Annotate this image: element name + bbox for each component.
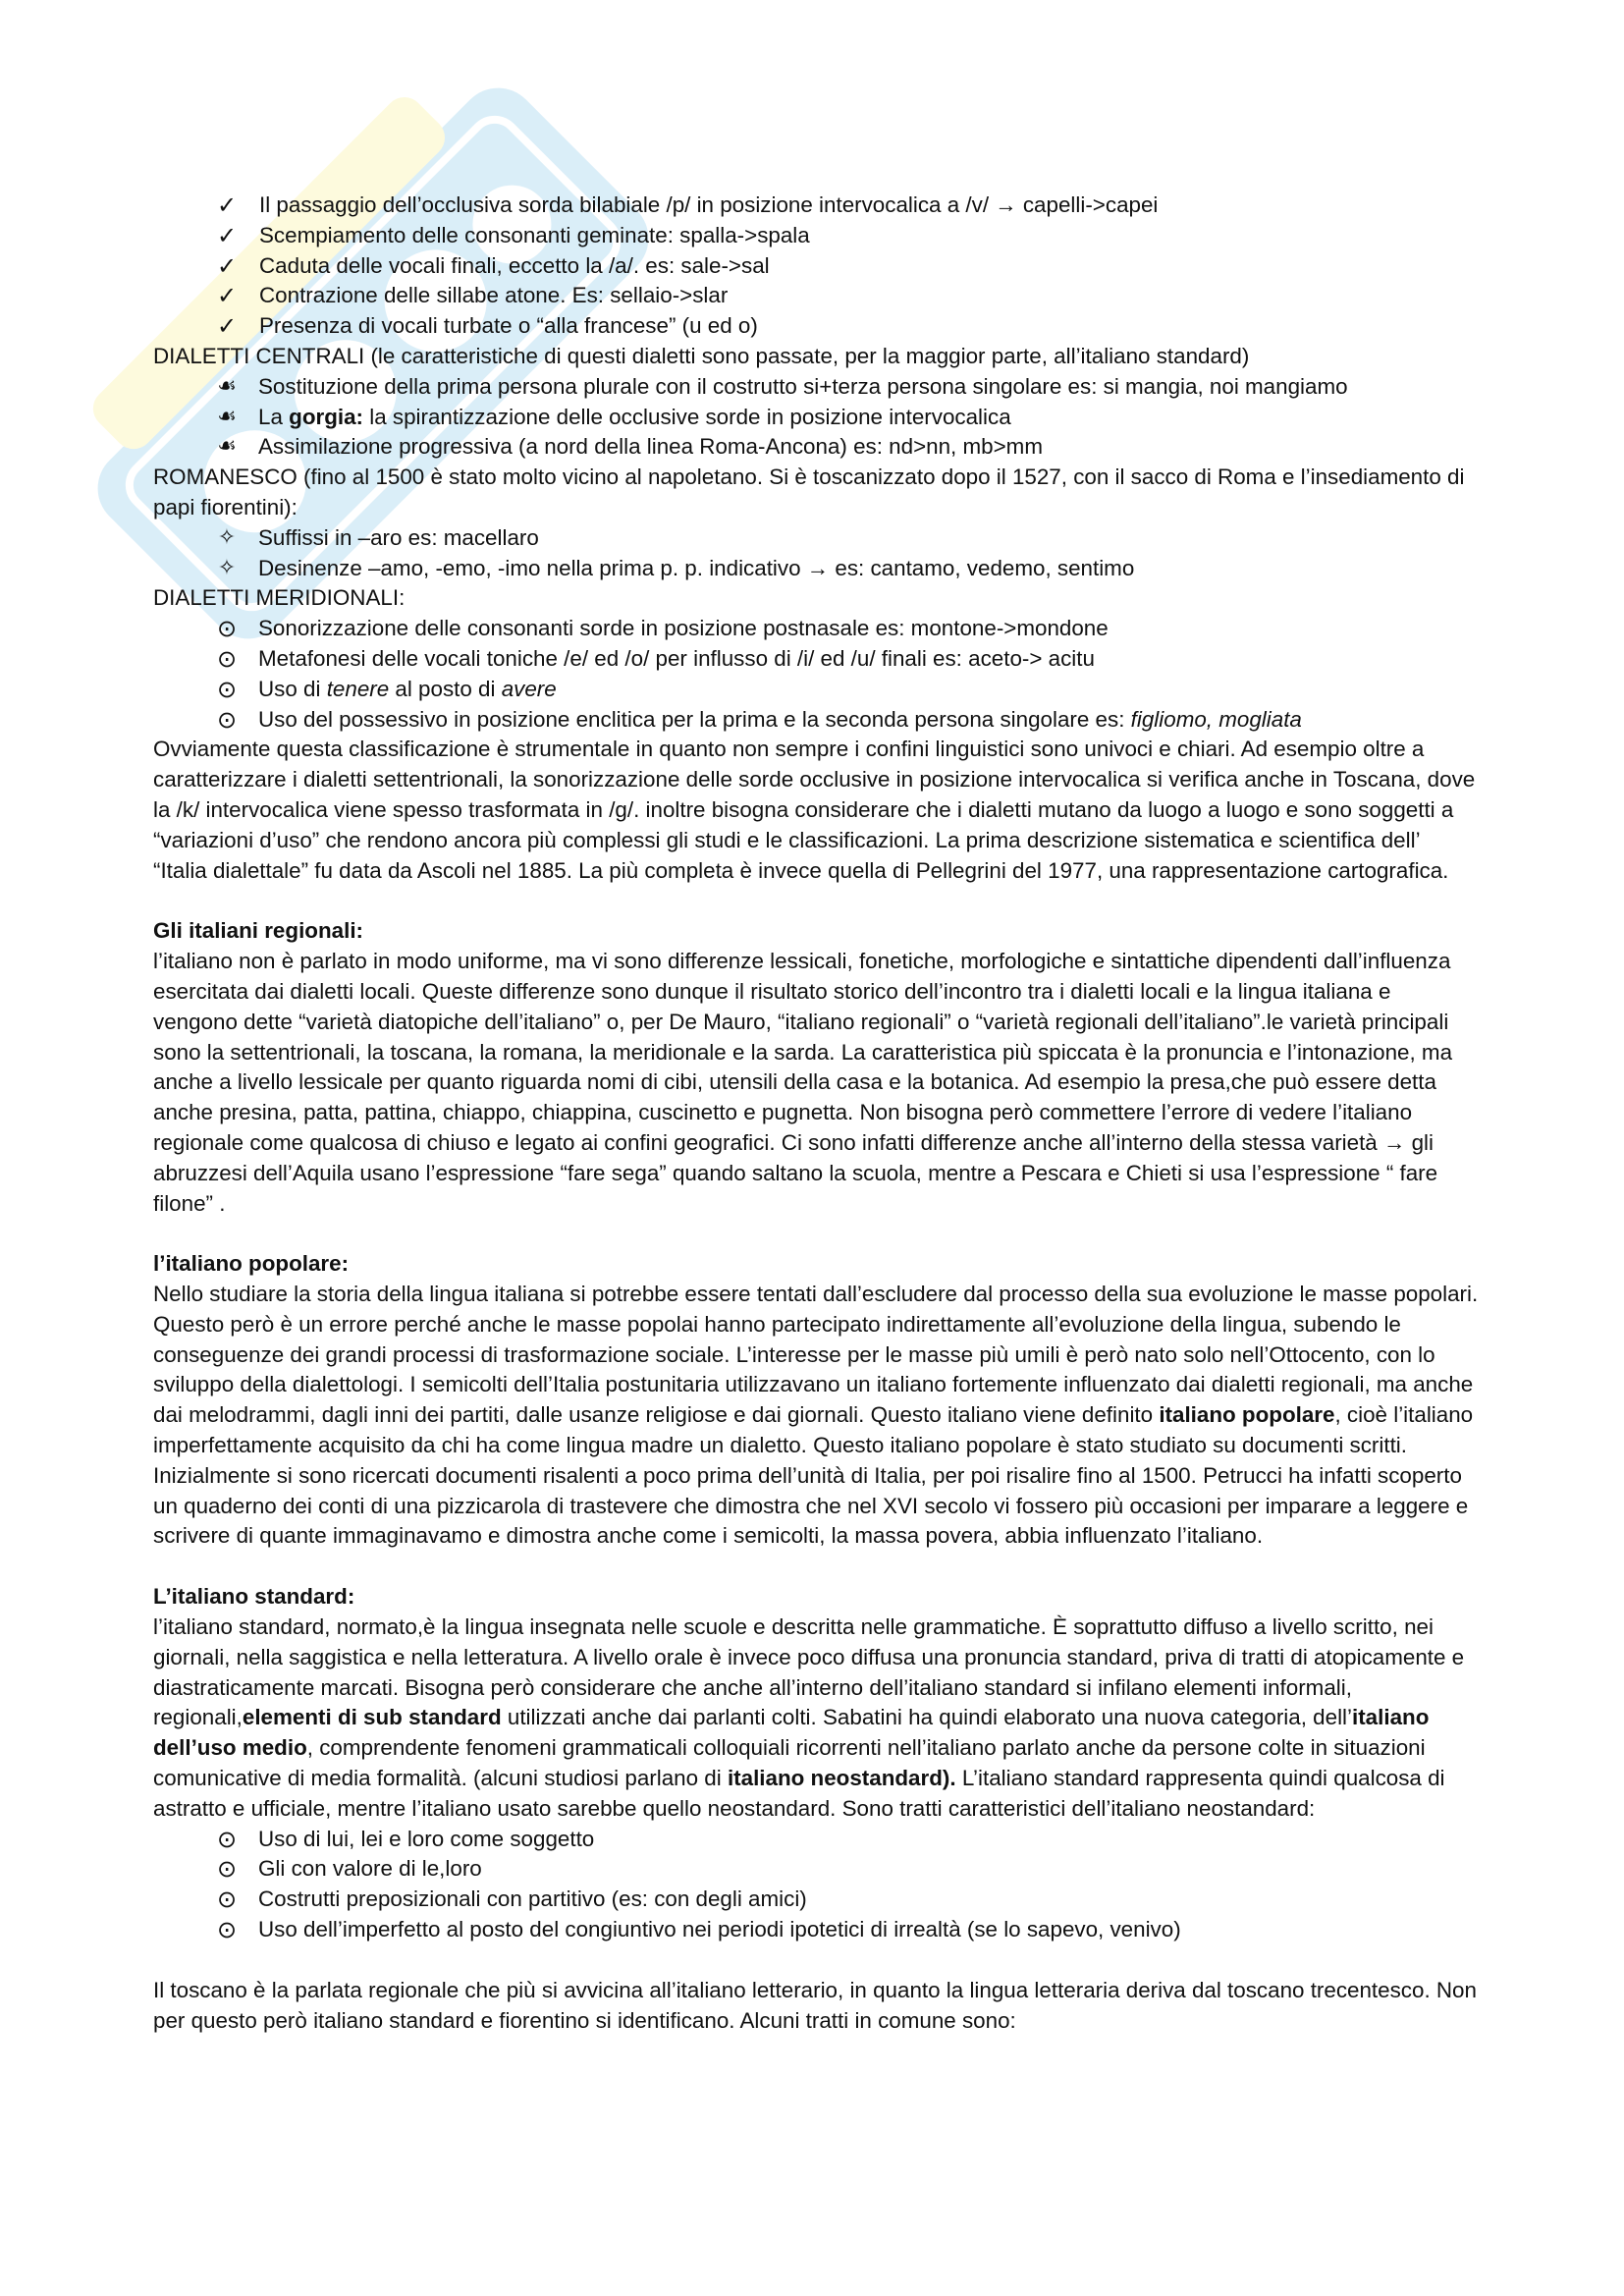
list-item: ✓ Il passaggio dell’occlusiva sorda bilabiale /p/ in posizione intervocalica a /v/ → capelli->capei	[153, 191, 1479, 221]
circle-dot-bullet-icon: ⊙	[216, 1886, 238, 1914]
list-meridionali	[153, 614, 1479, 735]
check-icon: ✓	[216, 221, 238, 249]
paragraph-regionali: l’italiano non è parlato in modo uniforme, ma vi sono differenze lessicali, fonetiche, morfologiche e sintattiche dipendenti dall’influenza esercitata dai dialetti locali. Queste differenze sono dunque il risultato storico dell’incontro tra i dialetti locali e la lingua italiana e vengono dette “varietà diatopiche dell’italiano” o, per De Mauro, “italiano regionali” o “varietà regionali dell’italiano”.le varietà principali sono la settentrionali, la toscana, la romana, la meridionale e la sarda. La caratteristica più spiccata è la pronuncia e l’intonazione, ma anche a livello lessicale per quanto riguarda nomi di cibi, utensili della casa e la botanica. Ad esempio la presa,che può essere detta anche presina, patta, pattina, chiappo, chiappina, cuscinetto e pugnetta. Non bisogna però commettere l’errore di vedere l’italiano regionale come qualcosa di chiuso e legato ai confini geografici. Ci sono infatti differenze anche all’interno della stessa varietà → gli abruzzesi dell’Aquila usano l’espressione “fare sega” quando saltano la scuola, mentre a Pescara e Chieti si usa l’espressione “ fare filone” .	[153, 949, 1453, 1216]
list-item: ⊙ Uso del possessivo in posizione enclitica per la prima e la seconda persona singolare es: figliomo, mogliata	[153, 705, 1479, 736]
leaf-bullet-icon: ☙	[217, 373, 237, 399]
list-item: ⊙ Sonorizzazione delle consonanti sorde in posizione postnasale es: montone->mondone	[153, 614, 1479, 644]
leaf-bullet-icon: ☙	[217, 404, 237, 429]
circle-dot-bullet-icon: ⊙	[216, 705, 238, 734]
circle-dot-bullet-icon: ⊙	[216, 675, 238, 703]
circle-dot-bullet-icon: ⊙	[216, 1916, 238, 1944]
list-item: ⊙ Metafonesi delle vocali toniche /e/ ed /o/ per influsso di /i/ ed /u/ finali es: aceto-> acitu	[153, 644, 1479, 675]
list-item: ⊙ Uso dell’imperfetto al posto del congiuntivo nei periodi ipotetici di irrealtà (se lo sapevo, venivo)	[153, 1915, 1479, 1945]
list-centrali	[153, 372, 1479, 463]
circle-dot-bullet-icon: ⊙	[216, 1855, 238, 1884]
section-heading-popolare: l’italiano popolare:	[153, 1251, 350, 1277]
section-heading-centrali: DIALETTI CENTRALI (le caratteristiche di questi dialetti sono passate, per la maggior parte, all’italiano standard)	[153, 343, 1250, 368]
list-item: ✓ Caduta delle vocali finali, eccetto la /a/. es: sale->sal	[153, 251, 1479, 282]
checklist-settentrionali	[153, 191, 1479, 342]
list-item: ☙ Assimilazione progressiva (a nord della linea Roma-Ancona) es: nd>nn, mb>mm	[153, 432, 1479, 463]
paragraph-popolare: Nello studiare la storia della lingua italiana si potrebbe essere tentati dall’escludere dal processo della sua evoluzione le masse popolari. Questo però è un errore perché anche le masse popolai hanno partecipato indirettamente all’evoluzione della lingua, subendo le conseguenze dei grandi processi di trasformazione sociale. L’interesse per le masse più umili è però nato solo nell’Ottocento, con lo sviluppo della dialettologi. I semicolti dell’Italia postunitaria utilizzavano un italiano fortemente influenzato dai dialetti regionali, ma anche dai melodrammi, dagli inni dei partiti, dalle usanze religiose e dai giornali. Questo italiano viene definito italiano popolare, cioè l’italiano imperfettamente acquisito da chi ha come lingua madre un dialetto. Questo italiano popolare è stato studiato su documenti scritti. Inizialmente si sono ricercati documenti risalenti a poco prima dell’unità di Italia, per poi risalire fino al 1500. Petrucci ha infatti scoperto un quaderno dei conti di una pizzicarola di trastevere che dimostra che nel XVI secolo vi fossero più occasioni per imparare a leggere e scrivere di quante immaginavamo e dimostra anche come i semicolti, la massa povera, abbia influenzato l’italiano.	[153, 1282, 1479, 1549]
list-item: ⊙ Gli con valore di le,loro	[153, 1854, 1479, 1885]
circle-dot-bullet-icon: ⊙	[216, 644, 238, 673]
list-item: ✓ Scempiamento delle consonanti geminate: spalla->spala	[153, 221, 1479, 251]
section-heading-romanesco: ROMANESCO (fino al 1500 è stato molto vicino al napoletano. Si è toscanizzato dopo il 1527, con il sacco di Roma e l’insediamento di papi fiorentini):	[153, 465, 1465, 519]
list-neostandard	[153, 1825, 1479, 1945]
circle-dot-bullet-icon: ⊙	[216, 615, 238, 643]
star-bullet-icon: ✧	[217, 555, 237, 580]
list-item: ⊙ Costrutti preposizionali con partitivo (es: con degli amici)	[153, 1885, 1479, 1915]
list-item: ✧ Desinenze –amo, -emo, -imo nella prima p. p. indicativo → es: cantamo, vedemo, sentimo	[153, 554, 1479, 584]
circle-dot-bullet-icon: ⊙	[216, 1825, 238, 1853]
check-icon: ✓	[216, 191, 238, 219]
list-item: ⊙ Uso di lui, lei e loro come soggetto	[153, 1825, 1479, 1855]
leaf-bullet-icon: ☙	[217, 434, 237, 460]
check-icon: ✓	[216, 312, 238, 341]
check-icon: ✓	[216, 251, 238, 280]
list-item: ✓ Presenza di vocali turbate o “alla francese” (u ed o)	[153, 311, 1479, 342]
list-item: ✓ Contrazione delle sillabe atone. Es: sellaio->slar	[153, 281, 1479, 311]
paragraph-toscano: Il toscano è la parlata regionale che più si avvicina all’italiano letterario, in quanto la lingua letteraria deriva dal toscano trecentesco. Non per questo però italiano standard e fiorentino si identificano. Alcuni tratti in comune sono:	[153, 1977, 1477, 2033]
list-item: ⊙ Uso di tenere al posto di avere	[153, 675, 1479, 705]
list-item: ✧ Suffissi in –aro es: macellaro	[153, 523, 1479, 554]
section-heading-standard: L’italiano standard:	[153, 1584, 355, 1610]
paragraph-standard: l’italiano standard, normato,è la lingua insegnata nelle scuole e descritta nelle grammatiche. È soprattutto diffuso a livello scritto, nei giornali, nella saggistica e nella letteratura. A livello orale è invece poco diffusa una pronuncia standard, priva di tratti di atopicamente e diastraticamente marcati. Bisogna però considerare che anche all’interno dell’italiano standard si infilano elementi informali, regionali,elementi di sub standard utilizzati anche dai parlanti colti. Sabatini ha quindi elaborato una nuova categoria, dell’italiano dell’uso medio, comprendente fenomeni grammaticali colloquiali ricorrenti nell’italiano parlato anche da persone colte in situazioni comunicative di media formalità. (alcuni studiosi parlano di italiano neostandard). L’italiano standard rappresenta quindi qualcosa di astratto e ufficiale, mentre l’italiano usato sarebbe quello neostandard. Sono tratti caratteristici dell’italiano neostandard:	[153, 1614, 1465, 1821]
paragraph-classificazione: Ovviamente questa classificazione è strumentale in quanto non sempre i confini linguistici sono univoci e chiari. Ad esempio oltre a caratterizzare i dialetti settentrionali, la sonorizzazione delle sorde occlusive in posizione intervocalica si verifica anche in Toscana, dove la /k/ intervocalica viene spesso trasformata in /g/. inoltre bisogna considerare che i dialetti mutano da luogo a luogo e sono soggetti a “variazioni d’uso” che rendono ancora più complessi gli studi e le classificazioni. La prima descrizione sistematica e scientifica dell’ “Italia dialettale” fu data da Ascoli nel 1885. La più completa è invece quella di Pellegrini del 1977, una rappresentazione cartografica.	[153, 737, 1476, 883]
section-heading-meridionali: DIALETTI MERIDIONALI:	[153, 585, 406, 611]
section-heading-regionali: Gli italiani regionali:	[153, 918, 363, 944]
list-item: ☙ La gorgia: la spirantizzazione delle occlusive sorde in posizione intervocalica	[153, 403, 1479, 433]
list-item: ☙ Sostituzione della prima persona plurale con il costrutto si+terza persona singolare es: si mangia, noi mangiamo	[153, 372, 1479, 403]
list-romanesco	[153, 523, 1479, 584]
document-body	[153, 191, 1479, 2036]
star-bullet-icon: ✧	[217, 524, 237, 550]
check-icon: ✓	[216, 282, 238, 310]
